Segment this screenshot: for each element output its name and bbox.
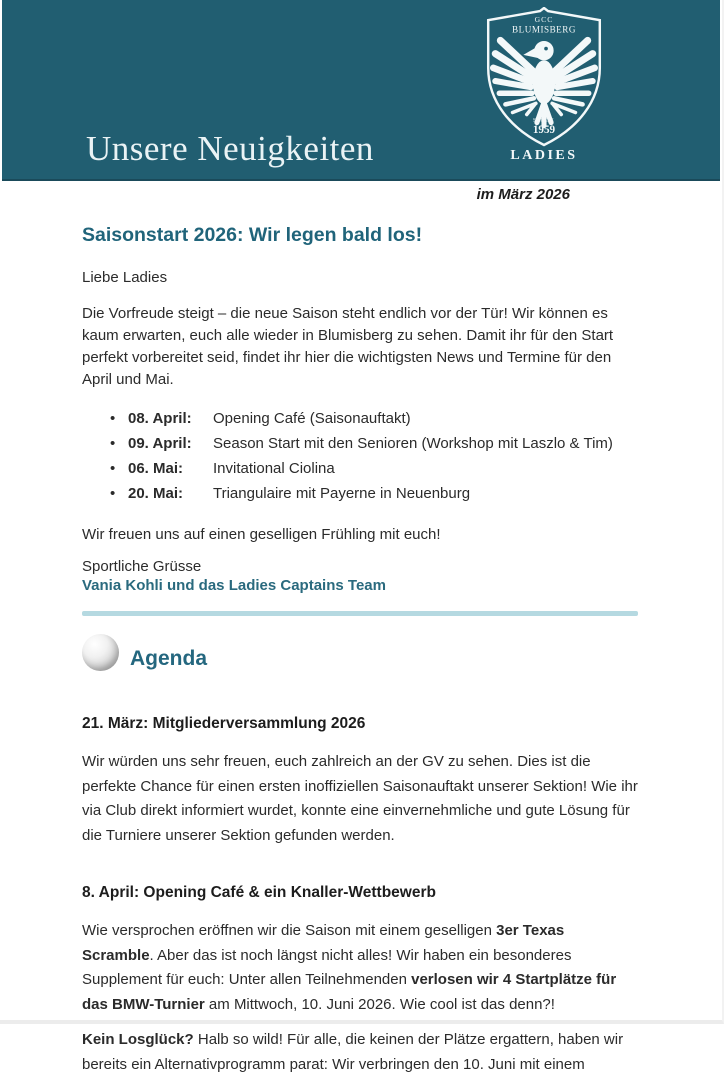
event-date: • 08. April:: [128, 410, 192, 427]
signoff-line: Sportliche Grüsse: [82, 558, 202, 575]
event-description: Invitational Ciolina: [213, 460, 335, 477]
crest-club-line2: BLUMISBERG: [512, 24, 576, 35]
agenda-section-paragraph: Wir würden uns sehr freuen, euch zahlreich an der GV zu sehen. Dies ist die perfekte Chance für einen ersten inoffiziellen Saisonauftakt unserer Sektion! Wie ihr via Club direkt informiert wurdet, konnte eine einvernehmliche und gute Lösung für die Turniere unserer Sektion gefunden werden.: [82, 753, 638, 844]
eagle-icon: [493, 40, 594, 125]
event-date: • 06. Mai:: [128, 460, 184, 477]
golf-ball-icon: [82, 634, 119, 671]
crest-club-line1: GCC: [534, 15, 554, 25]
salutation: Liebe Ladies: [82, 269, 168, 286]
section-divider: [82, 611, 638, 616]
crest-since-year: 1959: [532, 123, 556, 136]
event-date: • 09. April:: [128, 435, 192, 452]
agenda-title: Agenda: [130, 647, 208, 670]
agenda-section-heading: 8. April: Opening Café & ein Knaller-Wettbewerb: [82, 884, 436, 901]
event-list: [110, 406, 638, 506]
event-item: [110, 431, 638, 456]
issue-date: im März 2026: [476, 186, 570, 203]
event-date: • 20. Mai:: [128, 485, 184, 502]
event-item: [110, 406, 638, 431]
newsletter-body: [82, 224, 638, 1077]
agenda-section-paragraph: Kein Losglück? Halb so wild! Für alle, die keinen der Plätze ergattern, haben wir bereits ein Alternativprogramm parat: Wir verbringen den 10. Juni mit einem: [82, 1031, 624, 1073]
club-crest-icon: [483, 7, 605, 147]
closing-line: Wir freuen uns auf einen geselligen Frühling mit euch!: [82, 526, 441, 543]
intro-paragraph: Die Vorfreude steigt – die neue Saison steht endlich vor der Tür! Wir können es kaum erwarten, euch alle wieder in Blumisberg zu sehen. Damit ihr für den Start perfekt vorbereitet seid, findet ihr hier die wichtigsten News und Termine für den April und Mai.: [82, 305, 614, 388]
eagle-eye: [544, 47, 548, 51]
event-item: [110, 456, 638, 481]
club-crest: [480, 7, 608, 164]
crest-section-label: LADIES: [510, 148, 578, 163]
event-description: Opening Café (Saisonauftakt): [213, 410, 411, 427]
crest-since-label: SINCE: [532, 117, 556, 124]
event-description: Season Start mit den Senioren (Workshop mit Laszlo & Tim): [213, 435, 613, 452]
article-headline: Saisonstart 2026: Wir legen bald los!: [82, 224, 423, 246]
agenda-header: [82, 633, 638, 671]
agenda-section-paragraph: Wie versprochen eröffnen wir die Saison mit einem geselligen 3er Texas Scramble. Aber das ist noch längst nicht alles! Wir haben ein besonderes Supplement für euch: Unter allen Teilnehmenden verlosen wir 4 Startplätze für das BMW-Turnier am Mittwoch, 10. Juni 2026. Wie cool ist das denn?!: [82, 922, 617, 1013]
agenda-section-heading: 21. März: Mitgliederversammlung 2026: [82, 715, 366, 732]
header-band: [2, 0, 720, 181]
event-description: Triangulaire mit Payerne in Neuenburg: [213, 485, 471, 502]
event-item: [110, 481, 638, 506]
newsletter-title: Unsere Neuigkeiten: [86, 129, 374, 168]
signature-line: Vania Kohli und das Ladies Captains Team: [82, 577, 386, 594]
